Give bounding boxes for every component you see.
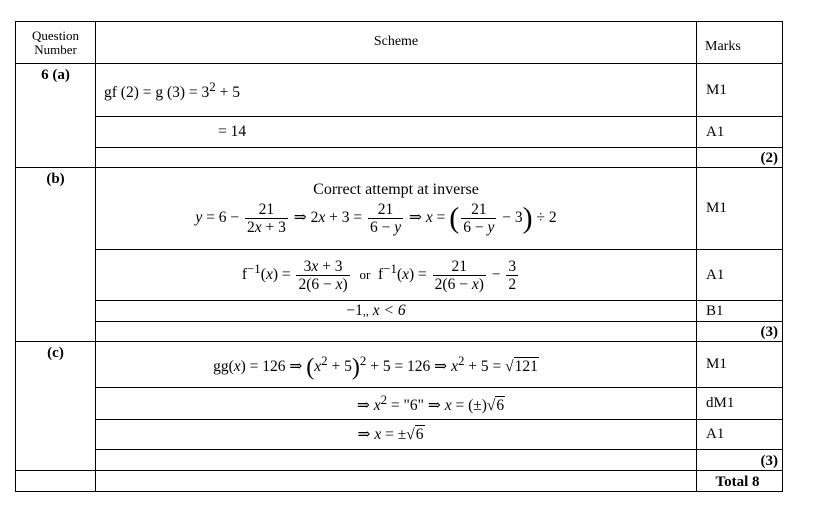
table-row xyxy=(16,388,783,420)
scheme-cell xyxy=(96,450,697,471)
mark-cell: A1 xyxy=(697,420,783,450)
scheme-cell xyxy=(96,64,697,117)
question-label: (b) xyxy=(46,171,65,187)
math-line: −1,, x < 6 xyxy=(346,302,406,319)
mark-cell: dM1 xyxy=(697,388,783,420)
question-6a-cell xyxy=(16,64,96,168)
mark-cell: M1 xyxy=(697,342,783,388)
scheme-cell xyxy=(96,250,697,301)
header-question-number xyxy=(16,22,96,64)
table-row xyxy=(16,420,783,450)
question-label: (c) xyxy=(47,345,64,361)
table-row xyxy=(16,250,783,301)
mark-cell: M1 xyxy=(697,168,783,250)
table-row xyxy=(16,64,783,117)
math-line: ⇒ $x^2$ = "6" ⇒ x = (±)√6 xyxy=(356,391,505,415)
scheme-cell xyxy=(96,342,697,388)
scheme-cell xyxy=(96,168,697,250)
table-row xyxy=(16,168,783,250)
math-line: gf (2) = g $(3) = 3^2 + 5$ xyxy=(104,78,240,101)
mark-cell: M1 xyxy=(697,64,783,117)
inverse-heading: Correct attempt at inverse xyxy=(313,181,479,198)
header-scheme: Scheme xyxy=(96,22,697,64)
footer-scheme-cell xyxy=(96,471,697,492)
mark-cell: B1 xyxy=(697,301,783,322)
question-label: 6 (a) xyxy=(41,67,70,83)
scheme-cell xyxy=(96,301,697,322)
mark-cell: A1 xyxy=(697,250,783,301)
table-row xyxy=(16,117,783,148)
table-row xyxy=(16,322,783,342)
mark-scheme-table xyxy=(15,21,783,492)
math-line: $f^{-1}(x)$ = $\frac{3x + 3}{2(6 - x)}$ or $f^{-1}(x)$ = $\frac{21}{2(6 - x)}$ − $\frac{3}{2}$ xyxy=(241,257,517,293)
question-6c-cell xyxy=(16,342,96,471)
mark-cell: A1 xyxy=(697,117,783,148)
subtotal-cell: (3) xyxy=(697,322,783,342)
question-6b-cell xyxy=(16,168,96,342)
table-row xyxy=(16,148,783,168)
math-line: gg(x) = 126 ⇒ $(x^2 + 5)^2 + 5 = 126$ ⇒ $x^2 + 5 = √121$ xyxy=(213,352,538,381)
scheme-cell xyxy=(96,148,697,168)
scheme-cell xyxy=(96,322,697,342)
total-marks: Total 8 xyxy=(697,471,783,492)
scheme-cell xyxy=(96,117,697,148)
header-marks: Marks xyxy=(697,22,783,64)
subtotal-cell: (2) xyxy=(697,148,783,168)
footer-row xyxy=(16,471,783,492)
header-row xyxy=(16,22,783,64)
table-row xyxy=(16,342,783,388)
math-line: ⇒ x = ±√6 xyxy=(357,426,424,443)
math-line: y = 6 − $\frac{21}{2x + 3}$ ⇒ 2x + 3 = $\frac{21}{6 - y}$ ⇒ x = ( $\frac{21}{6 - y}$ − 3) ÷ 2 xyxy=(195,201,557,236)
table-row xyxy=(16,301,783,322)
scheme-cell xyxy=(96,420,697,450)
math-line: = 14 xyxy=(218,123,247,140)
header-number-label: Number xyxy=(34,41,77,57)
scheme-cell xyxy=(96,388,697,420)
footer-question-cell xyxy=(16,471,96,492)
header-question-label: Question xyxy=(32,27,79,43)
subtotal-cell: (3) xyxy=(697,450,783,471)
table-row xyxy=(16,450,783,471)
